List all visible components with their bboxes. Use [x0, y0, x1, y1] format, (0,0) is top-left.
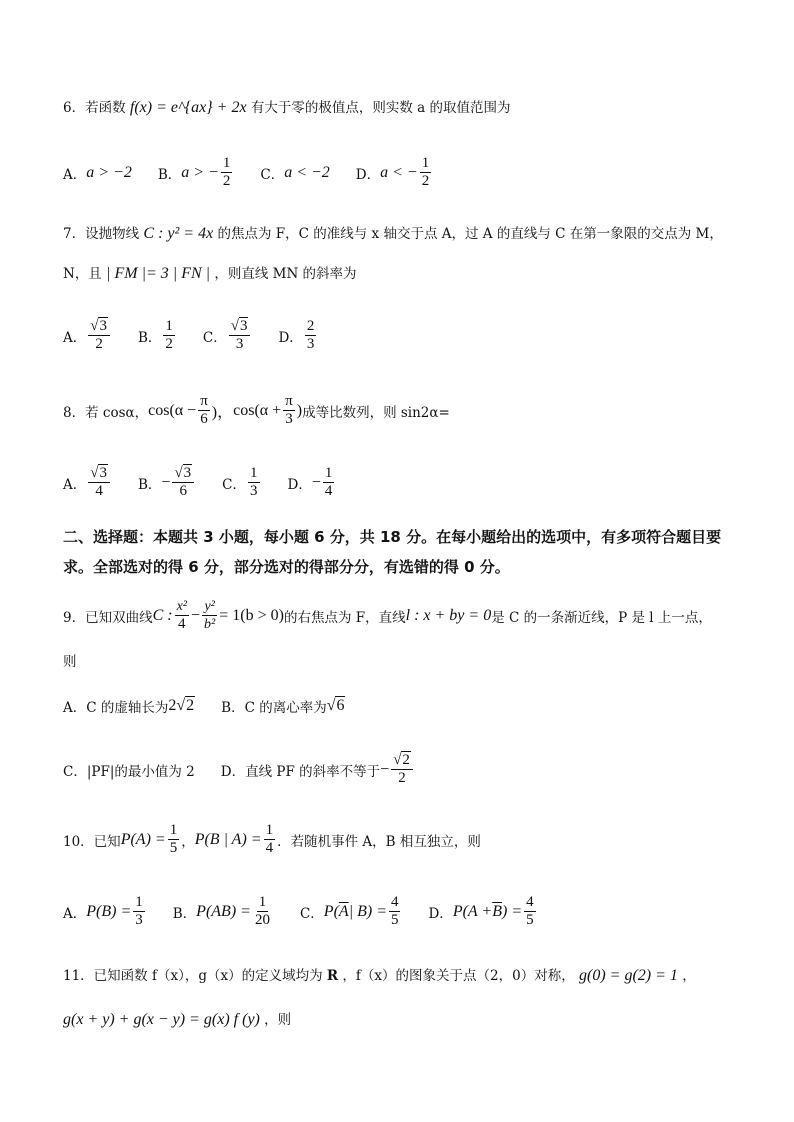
q10-option-a-text: P(B) = — [86, 902, 132, 920]
q9-stem: 9．已知双曲线 C : $\frac{\text{x²}}{4}$ − $\frac{\text{y²}}{\text{b²}}$ = 1(b > 0) 的右焦点为 F，直线 l : x + by = 0 是 C 的一条渐近线，P 是 l 上一点， — [63, 599, 712, 632]
q8-option-c-fraction: $\frac{1}{3}$ — [250, 465, 258, 499]
q10-stem-suffix: ．若随机事件 A，B 相互独立，则 — [277, 833, 481, 850]
q9-option-d-text: 直线 PF 的斜率不等于 — [245, 763, 381, 780]
q10-option-c-bar: $\overline{A}$ — [338, 902, 349, 920]
q8-stem — [63, 393, 450, 428]
q7-stem-line2 — [63, 264, 357, 284]
q10-option-a-fraction: $\frac{1}{3}$ — [135, 894, 143, 928]
q8-option-c-label: C． — [222, 476, 247, 493]
q10-option-c-label: C． — [299, 905, 324, 922]
q8-option-b-label: B． — [137, 476, 162, 493]
q6-option-d-label: D． — [355, 166, 381, 183]
q7-option-a-fraction: $\frac{√3}{2}$ — [88, 318, 110, 353]
q11-line1-r: R — [326, 968, 339, 984]
q9-x-fraction: $\frac{\text{x²}}{4}$ — [176, 599, 188, 632]
q8-f2-prefix: cos(α + — [233, 401, 282, 419]
q9-options-cd — [63, 752, 415, 787]
q11-line2-formula: g(x + y) + g(x − y) = g(x) f (y) — [63, 1011, 260, 1028]
q9-option-c-text: |PF|的最小值为 2 — [86, 763, 195, 780]
q8-f2-suffix: ) — [296, 401, 303, 419]
q8-option-b-fraction: $\frac{√3}{6}$ — [172, 465, 194, 500]
q8-option-d-fraction: $\frac{1}{4}$ — [324, 465, 333, 499]
q7-line2-prefix: N，且 — [63, 266, 102, 282]
q6-option-d-prefix: a < − — [380, 163, 418, 181]
q6-option-b-fraction: $\frac{1}{2}$ — [222, 155, 231, 189]
q10-option-c-fraction: $\frac{4}{5}$ — [390, 894, 399, 928]
q10-option-d-rest: ) = — [501, 902, 523, 920]
q7-stem-line1 — [63, 224, 723, 244]
q9-y-fraction: $\frac{\text{y²}}{\text{b²}}$ — [204, 599, 216, 632]
q8-options — [63, 465, 336, 500]
q9-options-ab: A． C 的虚轴长为 2 √ 2 B． C 的离心率为 √ 6 — [63, 697, 345, 716]
q9-stem-line2: 则 — [63, 654, 77, 670]
q9-option-a-label: A． — [63, 700, 87, 716]
q6-option-b-prefix: a > − — [181, 163, 219, 181]
q10-option-d-p: P(A + — [452, 902, 493, 920]
q6-stem-prefix: 6．若函数 — [63, 100, 126, 116]
q9-option-d-label: D． — [220, 763, 246, 780]
q6-formula: f(x) = e^{ax} + 2x — [129, 99, 247, 116]
q8-stem-prefix: 8．若 cosα， — [63, 404, 149, 421]
q10-option-b-label: B． — [172, 905, 197, 922]
q7-option-b-label: B． — [137, 329, 162, 346]
section-2-heading: 二、选择题：本题共 3 小题，每小题 6 分，共 18 分。在每小题给出的选项中，有多项符合题目要求。全部选对的得 6 分，部分选对的得部分分，有选错的得 0 分。 — [63, 528, 722, 576]
q7-line1-formula: C : y² = 4x — [143, 225, 214, 242]
q10-option-c-rest: | B) = — [348, 902, 387, 920]
q7-line1-suffix: 的焦点为 F，C 的准线与 x 轴交于点 A，过 A 的直线与 C 在第一象限的交点为 M， — [217, 226, 723, 242]
q7-option-b-fraction: $\frac{1}{2}$ — [165, 318, 173, 352]
q11-stem-line1 — [63, 966, 696, 986]
q10-pa: P(A) = — [120, 830, 166, 848]
q9-option-a-coef: 2 — [168, 697, 177, 714]
q9-line-formula: l : x + by = 0 — [405, 606, 492, 624]
q9-option-b-text: C 的离心率为 — [244, 700, 327, 716]
q10-stem-prefix: 10．已知 — [63, 833, 121, 850]
q10-pba: P(B | A) = — [194, 830, 262, 848]
q9-stem-mid: 的右焦点为 F，直线 — [283, 609, 406, 626]
q6-option-a-label: A． — [63, 166, 87, 183]
q6-option-a: a > −2 — [86, 163, 132, 181]
q6-stem — [63, 98, 510, 118]
q11-line1-end: ， — [682, 968, 696, 984]
q10-option-d-label: D． — [428, 905, 453, 922]
q10-option-d-fraction: $\frac{4}{5}$ — [526, 894, 534, 928]
q7-option-d-label: D． — [278, 329, 303, 346]
q6-stem-suffix: 有大于零的极值点，则实数 a 的取值范围为 — [250, 100, 511, 116]
q8-stem-suffix: 成等比数列，则 sin2α= — [302, 404, 450, 421]
q10-pa-fraction: $\frac{1}{5}$ — [169, 822, 178, 856]
q7-line2-suffix: ，则直线 MN 的斜率为 — [214, 266, 357, 282]
q10-option-b-text: P(AB) = — [196, 902, 251, 920]
q9-option-b-label: B． — [221, 700, 245, 716]
q6-option-d-fraction: $\frac{1}{2}$ — [421, 155, 430, 189]
q10-pba-fraction: $\frac{1}{4}$ — [265, 822, 274, 856]
q11-line2-suffix: ，则 — [264, 1012, 292, 1028]
q9-option-b-rad: 6 — [336, 697, 345, 714]
q11-line1-prefix: 11．已知函数 f（x），g（x）的定义域均为 — [63, 968, 323, 984]
q6-option-c-label: C． — [260, 166, 285, 183]
q9-option-a-rad: 2 — [186, 697, 195, 714]
q9-option-c-label: C． — [63, 763, 87, 780]
q7-option-a-label: A． — [63, 329, 87, 346]
q10-options — [63, 894, 538, 929]
q8-option-a-fraction: $\frac{√3}{4}$ — [88, 465, 110, 500]
q7-option-c-fraction: $\frac{√3}{3}$ — [229, 318, 251, 353]
q8-f1-prefix: cos(α − — [148, 401, 197, 419]
q8-f2-fraction: $\frac{\pi}{3}$ — [285, 393, 293, 427]
q10-option-b-fraction: $\frac{1}{20}$ — [254, 894, 270, 928]
q8-option-a-label: A． — [63, 476, 87, 493]
q9-option-d-fraction: $\frac{√2}{2}$ — [391, 752, 413, 787]
q7-option-d-fraction: $\frac{2}{3}$ — [306, 318, 315, 352]
q8-f1-suffix: )， — [211, 404, 234, 421]
q10-option-d-bar: $\overline{B}$ — [492, 902, 502, 920]
q8-f1-fraction: $\frac{\pi}{6}$ — [200, 393, 208, 427]
q10-option-a-label: A． — [63, 905, 87, 922]
q9-option-a-text: C 的虚轴长为 — [86, 700, 169, 716]
q8-option-b-sign: − — [161, 473, 171, 491]
q7-line1-prefix: 7．设抛物线 — [63, 226, 140, 242]
q9-c-label: C : — [152, 606, 173, 624]
q9-eq-rest: = 1(b > 0) — [219, 606, 284, 624]
q7-option-c-label: C． — [202, 329, 227, 346]
q7-options — [63, 318, 318, 353]
q9-option-d-sign: − — [380, 760, 390, 778]
q9-stem-suffix: 是 C 的一条渐近线，P 是 l 上一点， — [491, 609, 712, 626]
q6-option-b-label: B． — [157, 166, 182, 183]
q11-line1-formula: g(0) = g(2) = 1 — [579, 967, 678, 984]
q6-option-c: a < −2 — [284, 163, 330, 181]
q9-stem-prefix: 9．已知双曲线 — [63, 609, 153, 626]
q8-option-d-label: D． — [287, 476, 312, 493]
q11-line1-mid: ，f（x）的图象关于点（2，0）对称， — [342, 968, 575, 984]
q7-line2-formula: | FM |= 3 | FN | — [106, 265, 211, 282]
q6-options — [63, 155, 433, 190]
q8-option-d-sign: − — [311, 473, 321, 491]
q11-stem-line2 — [63, 1010, 291, 1030]
q10-stem: 10．已知 P(A) = $\frac{1}{5}$ ， P(B | A) = $\frac{1}{4}$ ．若随机事件 A，B 相互独立，则 — [63, 822, 481, 856]
q10-option-c-p: P( — [323, 902, 339, 920]
